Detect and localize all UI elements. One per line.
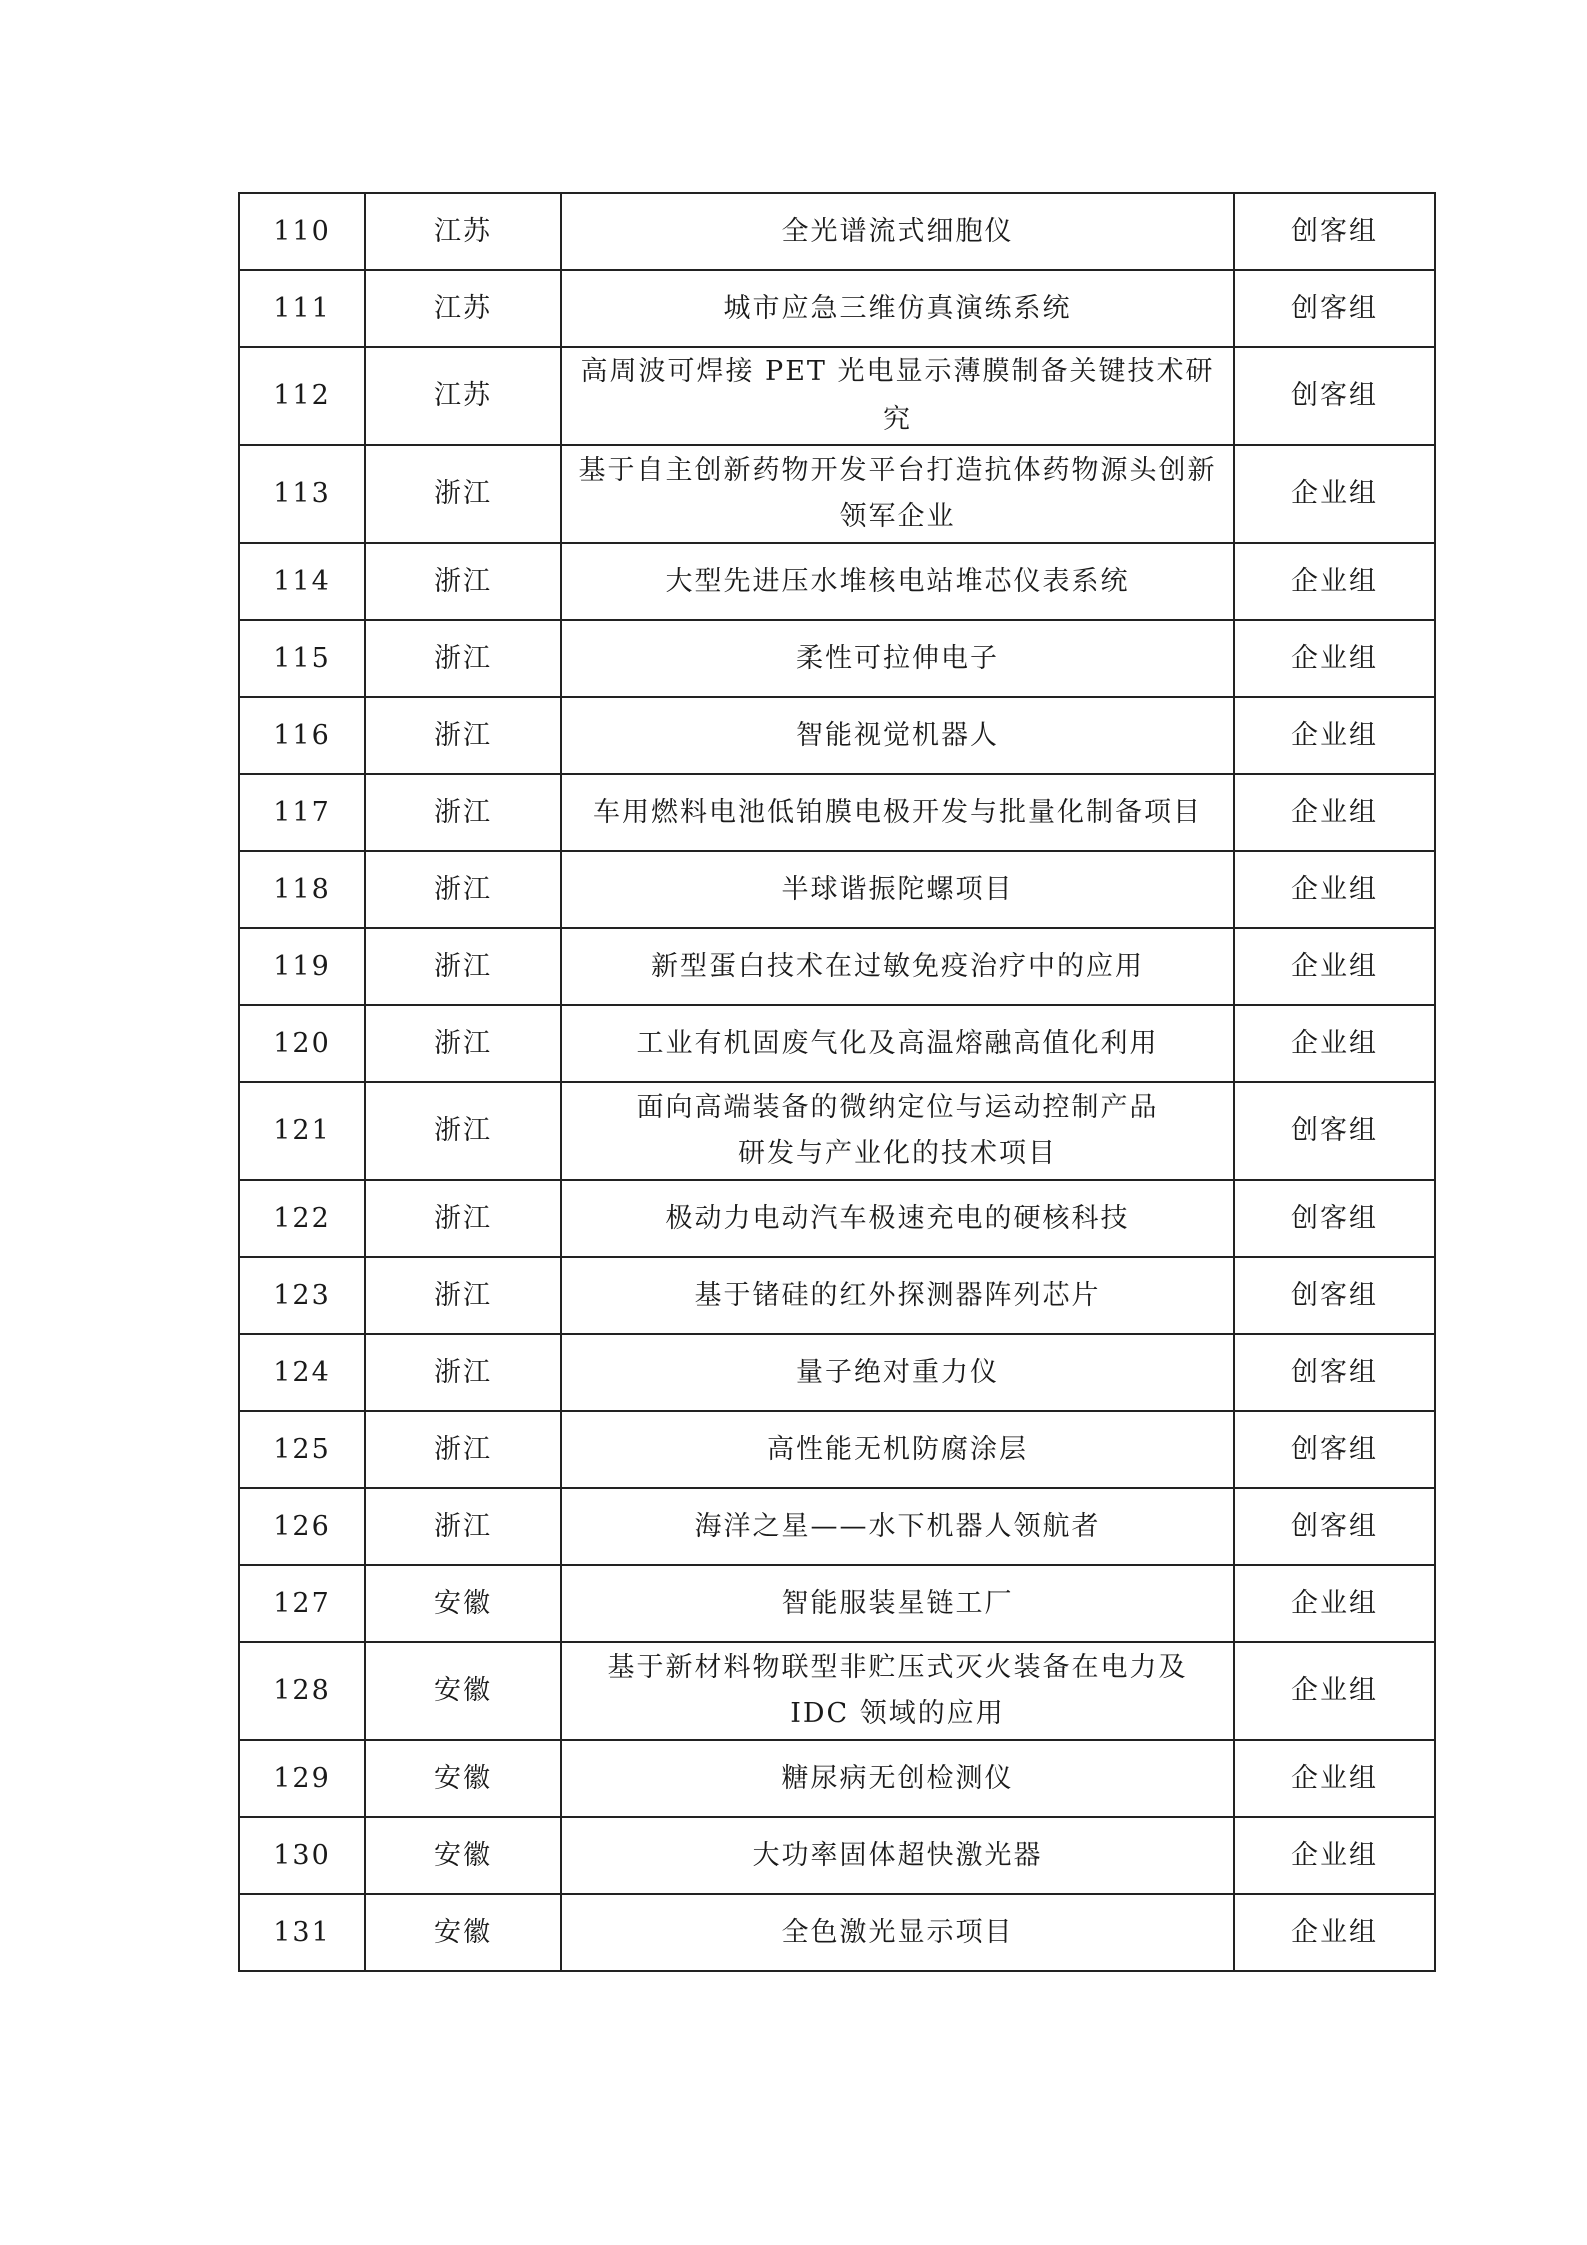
group-cell: 企业组: [1234, 928, 1435, 1005]
project-name-cell: [561, 445, 1234, 543]
project-name-line: 量子绝对重力仪: [796, 1356, 999, 1388]
province-cell: 安徽: [365, 1740, 561, 1817]
province-cell: 浙江: [365, 543, 561, 620]
project-name-line: 糖尿病无创检测仪: [781, 1762, 1014, 1794]
group-cell: 企业组: [1234, 774, 1435, 851]
project-name-cell: [561, 1082, 1234, 1180]
project-name-cell: [561, 851, 1234, 928]
group-cell: 企业组: [1234, 1642, 1435, 1740]
table-row: [239, 1817, 1435, 1894]
province-cell: 安徽: [365, 1565, 561, 1642]
project-name-line: 大功率固体超快激光器: [752, 1839, 1043, 1871]
table-row: [239, 1257, 1435, 1334]
project-name-line: 柔性可拉伸电子: [796, 642, 999, 674]
project-name-cell: [561, 1642, 1234, 1740]
province-cell: 浙江: [365, 851, 561, 928]
project-name-cell: [561, 774, 1234, 851]
row-number-cell: 123: [239, 1257, 365, 1334]
project-name-cell: [561, 1740, 1234, 1817]
project-name-line: 大型先进压水堆核电站堆芯仪表系统: [665, 565, 1130, 597]
table-row: [239, 347, 1435, 445]
project-name-cell: [561, 1817, 1234, 1894]
project-name-line: 领军企业: [839, 501, 956, 532]
project-name-line: 面向高端装备的微纳定位与运动控制产品: [636, 1092, 1159, 1123]
table-row: [239, 193, 1435, 270]
project-name-line: 极动力电动汽车极速充电的硬核科技: [665, 1202, 1130, 1234]
group-cell: 创客组: [1234, 1334, 1435, 1411]
row-number-cell: 116: [239, 697, 365, 774]
row-number-cell: 124: [239, 1334, 365, 1411]
group-cell: 企业组: [1234, 1894, 1435, 1971]
project-name-line: 工业有机固废气化及高温熔融高值化利用: [636, 1027, 1159, 1059]
province-cell: 浙江: [365, 1411, 561, 1488]
row-number-cell: 127: [239, 1565, 365, 1642]
project-name-line: 研发与产业化的技术项目: [738, 1138, 1057, 1169]
project-name-line: 城市应急三维仿真演练系统: [723, 292, 1072, 324]
table-row: [239, 1005, 1435, 1082]
project-name-line: 全光谱流式细胞仪: [781, 215, 1014, 247]
table-row: [239, 1411, 1435, 1488]
table-row: [239, 1334, 1435, 1411]
table-row: [239, 928, 1435, 1005]
table-row: [239, 1488, 1435, 1565]
group-cell: 创客组: [1234, 1411, 1435, 1488]
project-name-line: 海洋之星——水下机器人领航者: [694, 1510, 1101, 1542]
province-cell: 浙江: [365, 1082, 561, 1180]
project-name-line: 基于新材料物联型非贮压式灭火装备在电力及: [607, 1652, 1188, 1683]
project-name-line: 基于自主创新药物开发平台打造抗体药物源头创新: [578, 455, 1217, 486]
province-cell: 浙江: [365, 1005, 561, 1082]
province-cell: 浙江: [365, 774, 561, 851]
province-cell: 江苏: [365, 193, 561, 270]
row-number-cell: 130: [239, 1817, 365, 1894]
row-number-cell: 111: [239, 270, 365, 347]
project-name-line: 基于锗硅的红外探测器阵列芯片: [694, 1279, 1101, 1311]
project-name-cell: [561, 543, 1234, 620]
group-cell: 创客组: [1234, 1082, 1435, 1180]
province-cell: 浙江: [365, 697, 561, 774]
group-cell: 企业组: [1234, 1817, 1435, 1894]
project-name-cell: [561, 1565, 1234, 1642]
group-cell: 企业组: [1234, 851, 1435, 928]
row-number-cell: 125: [239, 1411, 365, 1488]
project-name-cell: [561, 1005, 1234, 1082]
province-cell: 浙江: [365, 928, 561, 1005]
row-number-cell: 122: [239, 1180, 365, 1257]
group-cell: 企业组: [1234, 1005, 1435, 1082]
table-row: [239, 851, 1435, 928]
province-cell: 浙江: [365, 1180, 561, 1257]
row-number-cell: 126: [239, 1488, 365, 1565]
group-cell: 企业组: [1234, 1565, 1435, 1642]
group-cell: 企业组: [1234, 445, 1435, 543]
project-name-line: 智能视觉机器人: [796, 719, 999, 751]
group-cell: 创客组: [1234, 1180, 1435, 1257]
table-row: [239, 1894, 1435, 1971]
table-row: [239, 543, 1435, 620]
table-row: [239, 1565, 1435, 1642]
group-cell: 创客组: [1234, 270, 1435, 347]
row-number-cell: 117: [239, 774, 365, 851]
project-name-line: 全色激光显示项目: [781, 1916, 1014, 1948]
project-name-line: 车用燃料电池低铂膜电极开发与批量化制备项目: [593, 796, 1202, 828]
row-number-cell: 129: [239, 1740, 365, 1817]
row-number-cell: 110: [239, 193, 365, 270]
table-row: [239, 774, 1435, 851]
project-name-line: 高周波可焊接 PET 光电显示薄膜制备关键技术研究: [580, 356, 1215, 435]
province-cell: 安徽: [365, 1642, 561, 1740]
group-cell: 创客组: [1234, 347, 1435, 445]
project-name-cell: [561, 1257, 1234, 1334]
project-name-line: 智能服装星链工厂: [781, 1587, 1014, 1619]
province-cell: 安徽: [365, 1817, 561, 1894]
project-name-cell: [561, 1894, 1234, 1971]
project-name-cell: [561, 270, 1234, 347]
group-cell: 创客组: [1234, 1488, 1435, 1565]
row-number-cell: 121: [239, 1082, 365, 1180]
project-name-cell: [561, 697, 1234, 774]
row-number-cell: 115: [239, 620, 365, 697]
province-cell: 江苏: [365, 270, 561, 347]
province-cell: 浙江: [365, 1257, 561, 1334]
row-number-cell: 128: [239, 1642, 365, 1740]
project-name-cell: [561, 347, 1234, 445]
project-name-cell: [561, 1411, 1234, 1488]
group-cell: 企业组: [1234, 620, 1435, 697]
table-row: [239, 1082, 1435, 1180]
group-cell: 企业组: [1234, 543, 1435, 620]
project-name-cell: [561, 193, 1234, 270]
project-list-table: [238, 192, 1436, 1972]
row-number-cell: 114: [239, 543, 365, 620]
project-name-cell: [561, 1488, 1234, 1565]
group-cell: 企业组: [1234, 1740, 1435, 1817]
table-row: [239, 1180, 1435, 1257]
group-cell: 创客组: [1234, 193, 1435, 270]
province-cell: 浙江: [365, 445, 561, 543]
table-body: [239, 193, 1435, 1971]
province-cell: 浙江: [365, 1334, 561, 1411]
table-row: [239, 697, 1435, 774]
project-name-line: IDC 领域的应用: [790, 1698, 1005, 1729]
table-row: [239, 445, 1435, 543]
province-cell: 浙江: [365, 1488, 561, 1565]
province-cell: 江苏: [365, 347, 561, 445]
province-cell: 浙江: [365, 620, 561, 697]
table-row: [239, 1740, 1435, 1817]
row-number-cell: 113: [239, 445, 365, 543]
table-row: [239, 620, 1435, 697]
project-name-cell: [561, 1180, 1234, 1257]
row-number-cell: 119: [239, 928, 365, 1005]
table-row: [239, 1642, 1435, 1740]
project-name-line: 半球谐振陀螺项目: [781, 873, 1014, 905]
row-number-cell: 112: [239, 347, 365, 445]
project-name-line: 高性能无机防腐涂层: [767, 1433, 1028, 1465]
province-cell: 安徽: [365, 1894, 561, 1971]
project-name-cell: [561, 928, 1234, 1005]
row-number-cell: 131: [239, 1894, 365, 1971]
table-row: [239, 270, 1435, 347]
row-number-cell: 120: [239, 1005, 365, 1082]
group-cell: 企业组: [1234, 697, 1435, 774]
row-number-cell: 118: [239, 851, 365, 928]
project-name-cell: [561, 620, 1234, 697]
group-cell: 创客组: [1234, 1257, 1435, 1334]
project-name-line: 新型蛋白技术在过敏免疫治疗中的应用: [651, 950, 1144, 982]
project-name-cell: [561, 1334, 1234, 1411]
